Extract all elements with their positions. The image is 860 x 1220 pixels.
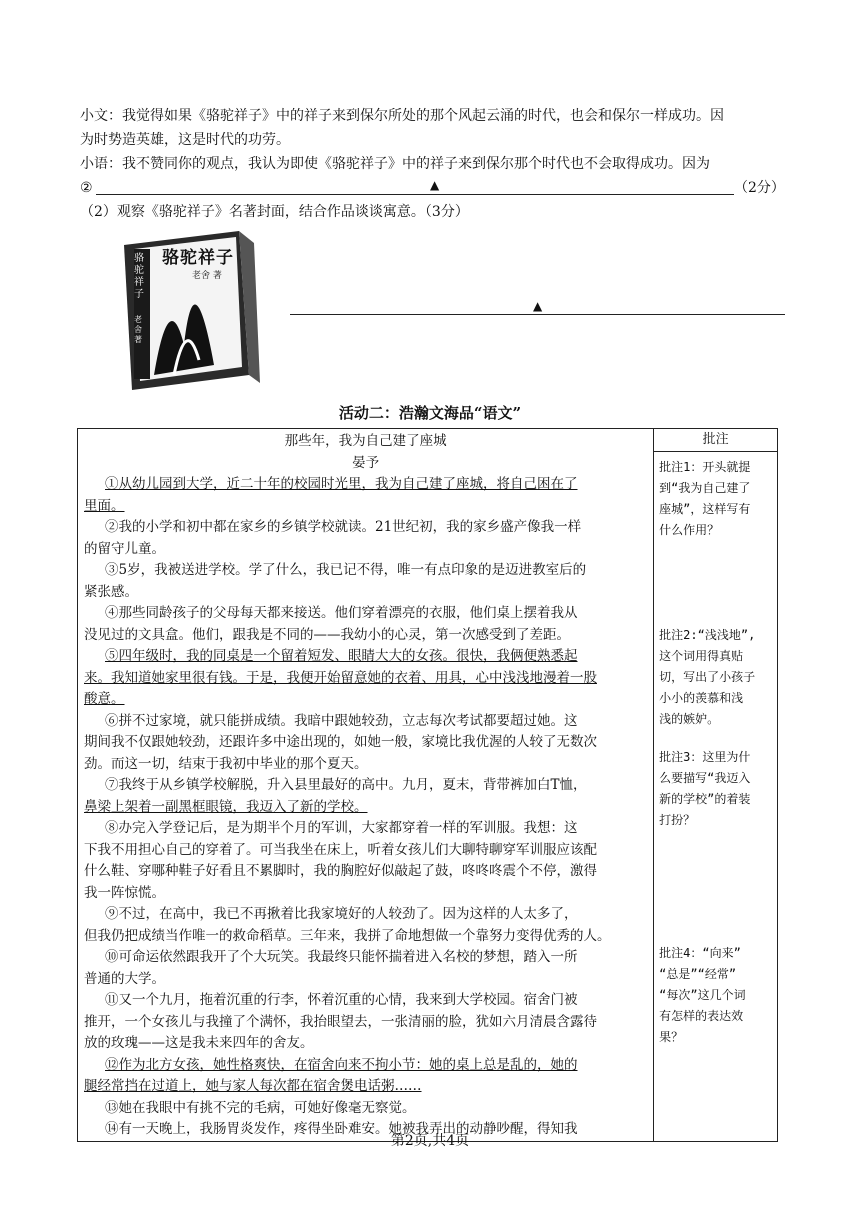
annotation-2: 批注2:“浅浅地”, 这个词用得真贴 切，写出了小孩子 小小的羡慕和浅 浅的嫉妒。 (659, 628, 756, 726)
article-author: 晏予 (352, 454, 380, 471)
paragraph-5-cont2: 酸意。 (84, 691, 125, 707)
paragraph-11-cont2: 放的玫瑰——这是我未来四年的舍友。 (84, 1035, 314, 1051)
paragraph-6-cont: 期间我不仅跟她较劲，还跟许多中途出现的，如她一般，家境比我优渥的人较了无数次 (84, 734, 597, 750)
paragraph-14: ⑭有一天晚上，我肠胃炎发作，疼得坐卧难安。她被我弄出的动静吵醒，得知我 (105, 1121, 578, 1137)
paragraph-9: ⑨不过，在高中，我已不再揪着比我家境好的人较劲了。因为这样的人太多了， (105, 906, 578, 922)
paragraph-3-cont: 紧张感。 (84, 583, 138, 600)
article-title: 那些年，我为自己建了座城 (284, 433, 447, 449)
annotation-1: 批注1：开头就提 到“我为自己建了 座城”，这样写有 什么作用？ (659, 460, 751, 537)
paragraph-4: ④那些同龄孩子的父母每天都来接送。他们穿着漂亮的衣服，他们桌上摆着我从 (105, 605, 578, 621)
paragraph-2: ②我的小学和初中都在家乡的乡镇学校就读。21世纪初，我的家乡盛产像我一样 (105, 519, 582, 535)
paragraph-8: ⑧办完入学登记后，是为期半个月的军训，大家都穿着一样的军训服。我想：这 (105, 820, 578, 836)
answer-marker-triangle: ▲ (430, 178, 440, 192)
paragraph-10-cont: 普通的大学。 (84, 970, 165, 987)
answer-blank-q2[interactable] (290, 314, 785, 315)
page-footer: 第2页,共4页 (390, 1133, 470, 1149)
annotation-4: 批注4：“向来” “总是”“经常” “每次”这几个词 有怎样的表达效 果？ (659, 946, 746, 1044)
paragraph-6: ⑥拼不过家境，就只能拼成绩。我暗中跟她较劲，立志每次考试都要超过她。这 (105, 712, 578, 729)
paragraph-7-cont: 鼻梁上架着一副黑框眼镜，我迈入了新的学校。 (84, 798, 368, 815)
paragraph-8-cont3: 我一阵惊慌。 (84, 884, 165, 901)
paragraph-13: ⑬她在我眼中有挑不完的毛病，可她好像毫无察觉。 (105, 1099, 416, 1116)
paragraph-10: ⑩可命运依然跟我开了个大玩笑。我最终只能怀揣着进入名校的梦想，踏入一所 (105, 949, 578, 965)
paragraph-1-cont: 里面。 (84, 497, 125, 514)
book-cover-image (114, 225, 264, 395)
paragraph-1: ①从幼儿园到大学，近二十年的校园时光里，我为自己建了座城，将自己困在了 (105, 476, 578, 492)
paragraph-5-cont: 来。我知道她家里很有钱。于是，我便开始留意她的衣着、用具，心中浅浅地漫着一股 (84, 669, 597, 686)
paragraph-5: ⑤四年级时，我的同桌是一个留着短发、眼睛大大的女孩。很快，我俩便熟悉起 (105, 648, 578, 664)
paragraph-12: ⑫作为北方女孩，她性格爽快，在宿舍向来不拘小节：她的桌上总是乱的，她的 (105, 1056, 578, 1073)
answer-marker-triangle-q2: ▲ (533, 299, 543, 313)
paragraph-8-cont: 下我不用担心自己的穿着了。可当我坐在床上，听着女孩儿们大聊特聊穿军训服应该配 (84, 841, 597, 858)
cover-spine-title: 骆驼祥子 (134, 253, 144, 300)
cover-title: 骆驼祥子 (162, 248, 234, 268)
article-column (78, 429, 654, 1142)
activity-title: 活动二：浩瀚文海品“语文” (338, 404, 522, 422)
dialogue-xiaowen-line1: 小文：我觉得如果《骆驼祥子》中的祥子来到保尔所处的那个风起云涌的时代，也会和保尔一样成功。因 (80, 108, 724, 124)
cover-author: 老舍 著 (192, 271, 222, 281)
question-2: （2）观察《骆驼祥子》名著封面，结合作品谈谈寓意。（3分） (80, 204, 469, 220)
paragraph-3: ③5岁，我被送进学校。学了什么，我已记不得，唯一有点印象的是迈进教室后的 (105, 562, 587, 578)
paragraph-2-cont: 的留守儿童。 (84, 540, 165, 557)
dialogue-xiaoyu-line1: 小语：我不赞同你的观点，我认为即使《骆驼祥子》中的祥子来到保尔那个时代也不会取得成功。因为 (80, 156, 710, 172)
score-label: （2分） (734, 180, 785, 196)
dialogue-xiaowen-line2: 为时势造英雄，这是时代的功劳。 (80, 132, 290, 148)
paragraph-8-cont2: 什么鞋、穿哪种鞋子好看且不累脚时，我的胸腔好似敲起了鼓，咚咚咚震个不停，激得 (84, 863, 597, 879)
annotation-3: 批注3：这里为什 么要描写“我迈入 新的学校”的着装 打扮？ (659, 750, 751, 827)
annotation-header: 批注 (654, 429, 777, 452)
annotation-column (654, 429, 778, 1142)
article-table (77, 428, 778, 1142)
paragraph-12-cont: 腿经常挡在过道上，她与家人每次都在宿舍煲电话粥…… (84, 1078, 422, 1094)
paragraph-11-cont: 推开，一个女孩儿与我撞了个满怀，我抬眼望去，一张清丽的脸，犹如六月清晨含露待 (84, 1013, 597, 1030)
cover-spine-author: 老舍 著 (134, 315, 142, 344)
paragraph-11: ⑪又一个九月，拖着沉重的行李，怀着沉重的心情，我来到大学校园。宿舍门被 (105, 992, 578, 1008)
blank-number: ② (80, 180, 93, 196)
paragraph-4-cont: 没见过的文具盒。他们，跟我是不同的——我幼小的心灵，第一次感受到了差距。 (84, 626, 570, 643)
paragraph-7: ⑦我终于从乡镇学校解脱，升入县里最好的高中。九月，夏末，背带裤加白T恤， (105, 777, 587, 793)
paragraph-9-cont: 但我仍把成绩当作唯一的救命稻草。三年来，我拼了命地想做一个靠努力变得优秀的人。 (84, 927, 611, 944)
paragraph-6-cont2: 劲。而这一切，结束于我初中毕业的那个夏天。 (84, 755, 368, 772)
answer-blank-2[interactable] (96, 194, 734, 195)
